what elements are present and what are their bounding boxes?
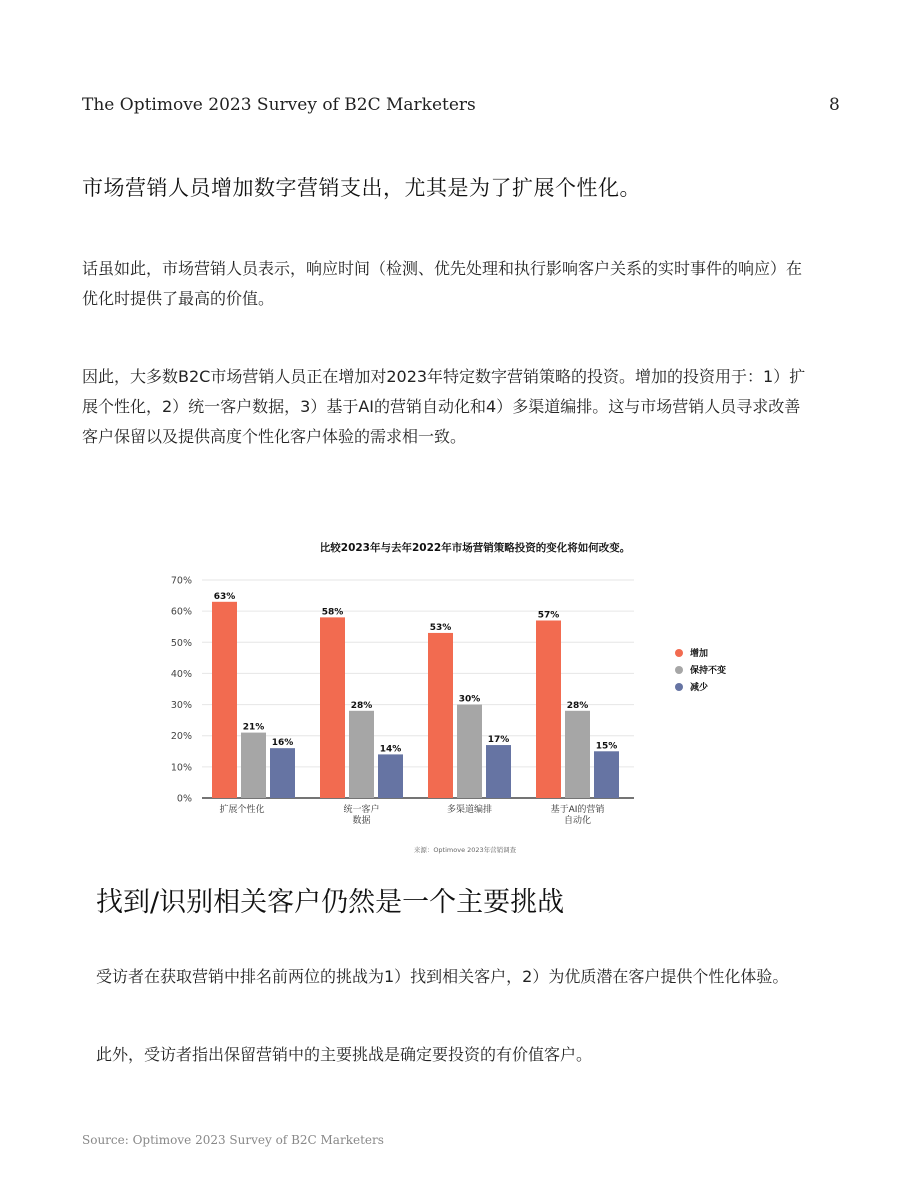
section-heading-spending: 市场营销人员增加数字营销支出，尤其是为了扩展个性化。 (82, 176, 641, 200)
bar-increase (320, 617, 345, 798)
bar-value-label: 28% (350, 700, 373, 711)
y-tick-label: 40% (170, 668, 192, 680)
chart-source: 来源：Optimove 2023年营销调查 (413, 846, 517, 854)
bar-increase (212, 602, 237, 798)
bar-value-label: 17% (487, 735, 510, 746)
paragraph-retention-challenges: 此外，受访者指出保留营销中的主要挑战是确定要投资的有价值客户。 (96, 1045, 593, 1064)
chart-svg (160, 535, 760, 865)
y-tick-label: 60% (170, 606, 192, 618)
bar-decrease (270, 748, 295, 798)
bar-value-label: 57% (537, 610, 560, 621)
bar-unchanged (565, 711, 590, 798)
y-tick-label: 20% (170, 731, 192, 743)
legend-marker (675, 683, 683, 691)
bar-unchanged (349, 711, 374, 798)
y-tick-label: 30% (170, 700, 192, 712)
x-category-label: 多渠道编排 (446, 805, 493, 815)
bar-unchanged (241, 733, 266, 798)
bar-value-label: 16% (271, 738, 294, 749)
bar-value-label: 63% (213, 591, 236, 602)
x-category-label: 数据 (352, 816, 371, 826)
page-number: 8 (829, 95, 840, 115)
bar-value-label: 15% (595, 741, 618, 752)
bar-value-label: 53% (429, 622, 452, 633)
legend-label: 保持不变 (690, 666, 727, 676)
legend-marker (675, 666, 683, 674)
legend-label: 增加 (690, 649, 709, 659)
bar-decrease (594, 751, 619, 798)
x-category-label: 统一客户 (343, 805, 380, 815)
bar-unchanged (457, 705, 482, 798)
x-category-label: 扩展个性化 (219, 805, 265, 815)
legend-marker (675, 649, 683, 657)
bar-increase (428, 633, 453, 798)
x-category-label: 基于AI的营销 (550, 805, 605, 815)
y-tick-label: 10% (170, 762, 192, 774)
y-tick-label: 0% (176, 793, 192, 805)
bar-increase (536, 620, 561, 798)
paragraph-acquisition-challenges: 受访者在获取营销中排名前两位的挑战为1）找到相关客户，2）为优质潜在客户提供个性化体验。 (96, 967, 789, 986)
y-tick-label: 50% (170, 637, 192, 649)
bar-decrease (486, 745, 511, 798)
bar-value-label: 28% (566, 700, 589, 711)
legend-label: 减少 (690, 683, 709, 693)
x-category-label: 自动化 (563, 816, 592, 826)
bar-value-label: 30% (458, 694, 481, 705)
section-heading-challenge: 找到/识别相关客户仍然是一个主要挑战 (96, 887, 565, 918)
paragraph-investment: 因此，大多数B2C市场营销人员正在增加对2023年特定数字营销策略的投资。增加的投资用于：1）扩展个性化，2）统一客户数据，3）基于AI的营销自动化和4）多渠道编排。这与市场营销人员寻求改善客户保留以及提供高度个性化客户体验的需求相一致。 (82, 367, 806, 446)
document-header-title: The Optimove 2023 Survey of B2C Marketers (82, 95, 476, 115)
paragraph-response-time: 话虽如此，市场营销人员表示，响应时间（检测、优先处理和执行影响客户关系的实时事件的响应）在优化时提供了最高的价值。 (82, 259, 803, 308)
bar-value-label: 58% (321, 607, 344, 618)
bar-decrease (378, 754, 403, 798)
chart-title: 比较2023年与去年2022年市场营销策略投资的变化将如何改变。 (319, 542, 631, 554)
bar-value-label: 14% (379, 744, 402, 755)
y-tick-label: 70% (170, 575, 192, 587)
investment-change-chart (160, 535, 760, 865)
bar-value-label: 21% (242, 722, 265, 733)
footer-source: Source: Optimove 2023 Survey of B2C Marketers (82, 1133, 384, 1147)
